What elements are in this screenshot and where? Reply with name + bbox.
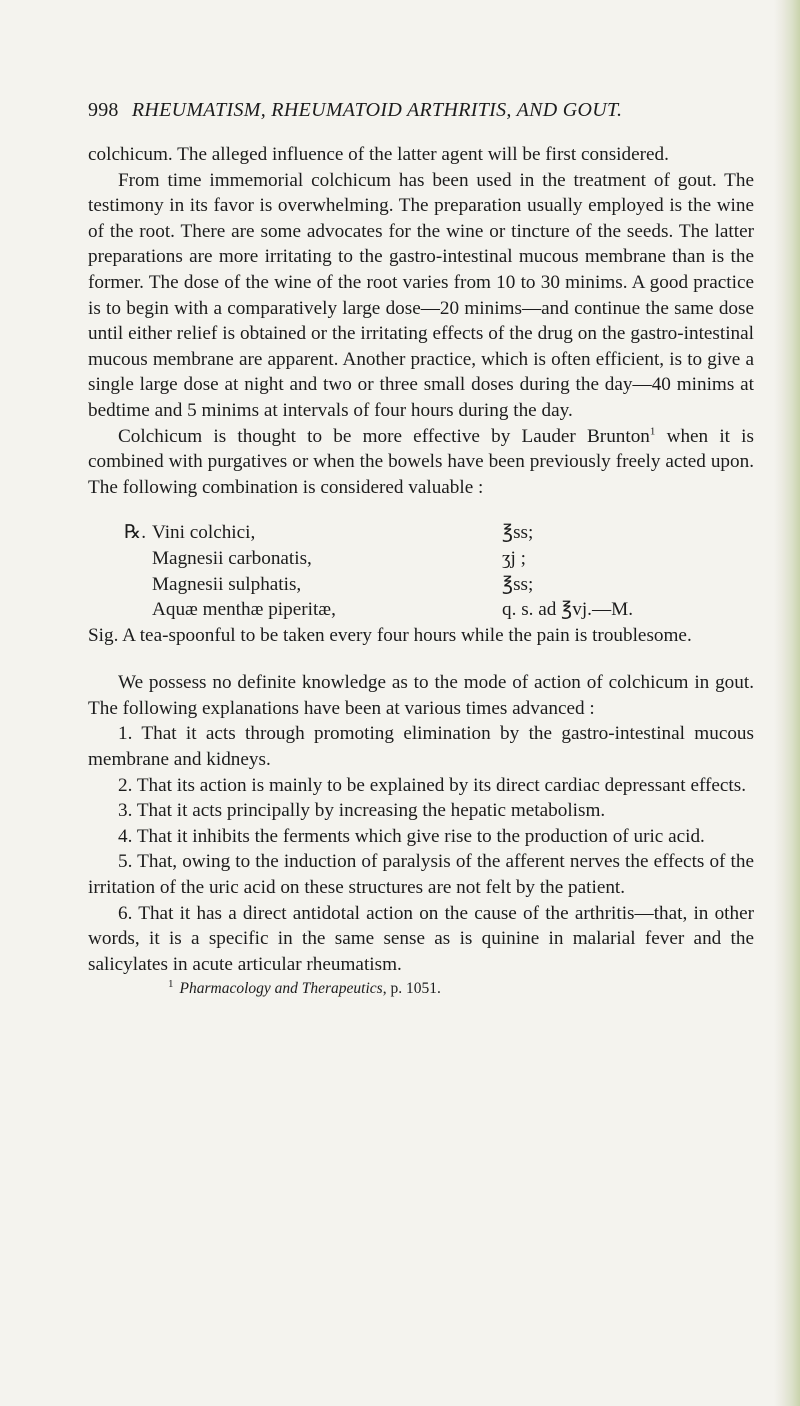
- ingredient: Aquæ menthæ piperitæ,: [152, 599, 336, 621]
- body-text: [88, 142, 754, 1000]
- paragraph-2: From time immemorial colchicum has been used in the treatment of gout. The testimony in its favor is overwhelming. The preparation usually employed is the wine of the root. There are some advocates for the wine or tincture of the seeds. The latter preparations are more irritating to the gastro-intestinal mucous membrane than is the former. The dose of the wine of the root varies from 10 to 30 minims. A good practice is to begin with a comparatively large dose—20 minims—and continue the same dose until either relief is obtained or the irritating effects of the drug on the gastro-intestinal mucous membrane are apparent. Another practice, which is often efficient, is to give a single large dose at night and two or three small doses during the day—40 minims at bedtime and 5 minims at intervals of four hours during the day.: [88, 169, 754, 421]
- paragraph-3-text-a: Colchicum is thought to be more effective by Lauder Brunton: [118, 425, 650, 447]
- prescription-line: [152, 546, 602, 572]
- list-item: 1. That it acts through promoting elimination by the gastro-intestinal mucous membrane and kidneys.: [88, 723, 754, 771]
- list-item: 6. That it has a direct antidotal action on the cause of the arthritis—that, in other words, it is a specific in the same sense as is quinine in malarial fever and the salicylates in acute articular rheumatism.: [88, 902, 754, 975]
- paragraph-3: [88, 424, 754, 501]
- prescription-line: [152, 572, 602, 598]
- quantity: q. s. ad ℥vj.—M.: [502, 599, 634, 621]
- prescription-line: [152, 597, 646, 623]
- footnote-mark: 1: [168, 978, 174, 991]
- list-item: 3. That it acts principally by increasing the hepatic metabolism.: [118, 800, 606, 822]
- ingredient: Magnesii sulphatis,: [152, 573, 302, 595]
- paragraph-3-text-b: when it is combined with purgatives or when the bowels have been previously freely acted upon. The following combination is considered valuable :: [88, 425, 754, 498]
- page-edge-shadow: [774, 0, 800, 1406]
- footnote-citation: , p. 1051.: [382, 980, 441, 998]
- prescription-line: [124, 520, 602, 546]
- prescription-signa: Sig. A tea-spoonful to be taken every four hours while the pain is troublesome.: [88, 624, 692, 646]
- paragraph-4: We possess no definite knowledge as to the mode of action of colchicum in gout. The following explanations have been at various times advanced :: [88, 672, 754, 719]
- ingredient: Magnesii carbonatis,: [152, 547, 312, 569]
- list-item: 2. That its action is mainly to be explained by its direct cardiac depressant effects.: [118, 774, 747, 796]
- recipe-symbol: ℞.: [124, 522, 146, 544]
- footnote: [88, 978, 754, 1000]
- footnote-reference: 1: [649, 425, 656, 438]
- page-number: 998: [88, 99, 119, 121]
- quantity: ℥ss;: [502, 573, 534, 595]
- list-item: 5. That, owing to the induction of paralysis of the afferent nerves the effects of the irritation of the uric acid on these structures are not felt by the patient.: [88, 851, 754, 899]
- ingredient: Vini colchici,: [152, 522, 256, 544]
- quantity: ℥ss;: [502, 522, 534, 544]
- footnote-title: Pharmacology and Therapeutics: [179, 980, 383, 998]
- list-item: 4. That it inhibits the ferments which give rise to the production of uric acid.: [118, 825, 705, 847]
- prescription: [88, 520, 754, 648]
- running-header: [88, 99, 768, 122]
- paragraph-1: colchicum. The alleged influence of the latter agent will be first considered.: [88, 144, 669, 165]
- quantity: ʒj ;: [502, 547, 526, 569]
- running-title: RHEUMATISM, RHEUMATOID ARTHRITIS, AND GOUT.: [131, 99, 623, 121]
